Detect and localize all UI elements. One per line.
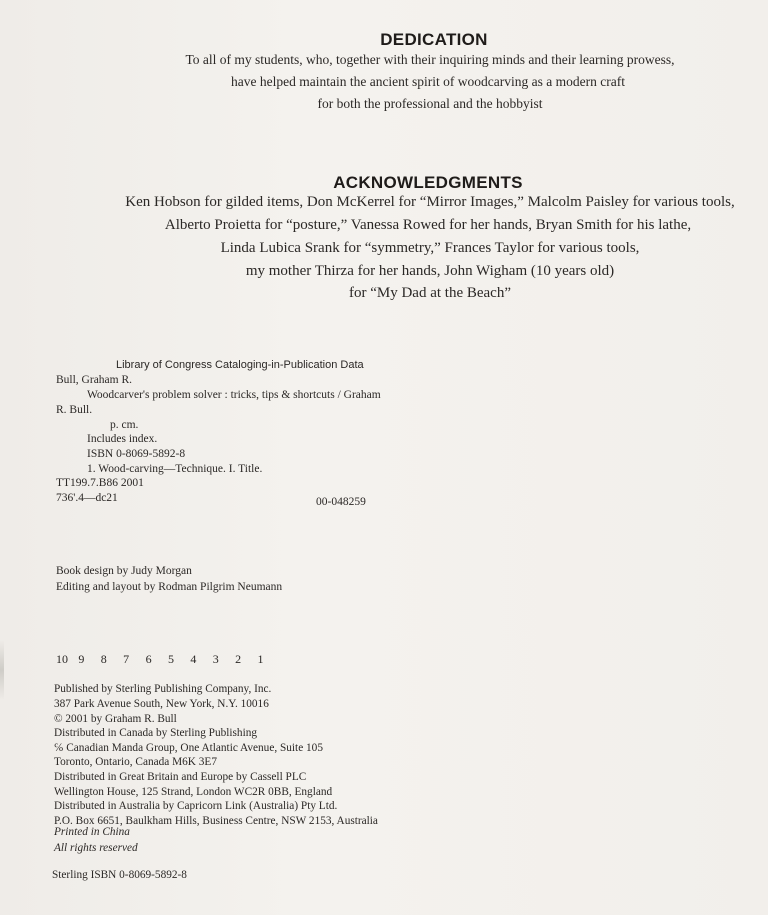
printing-number: 4 <box>190 652 197 666</box>
printing-number: 3 <box>212 652 219 666</box>
publisher-line-8: Wellington House, 125 Strand, London WC2R 0BB, England <box>54 786 333 798</box>
cip-dewey: 736'.4—dc21 <box>56 492 118 504</box>
publisher-line-10: P.O. Box 6651, Baulkham Hills, Business Centre, NSW 2153, Australia <box>54 815 378 827</box>
publisher-line-3: © 2001 by Graham R. Bull <box>54 713 177 725</box>
cip-author: Bull, Graham R. <box>56 374 133 386</box>
cip-index: Includes index. <box>87 433 158 445</box>
acknowledgments-line-2: Alberto Proietta for “posture,” Vanessa Rowed for her hands, Bryan Smith for his lathe, <box>164 217 692 233</box>
publisher-line-9: Distributed in Australia by Capricorn Link (Australia) Pty Ltd. <box>54 800 338 812</box>
dedication-line-3: for both the professional and the hobbyist <box>317 96 543 111</box>
cip-title-line-1: Woodcarver's problem solver : tricks, tips & shortcuts / Graham <box>87 389 381 401</box>
printing-number: 6 <box>145 652 152 666</box>
editing-credit: Editing and layout by Rodman Pilgrim Neumann <box>56 581 283 593</box>
cip-isbn: ISBN 0-8069-5892-8 <box>87 448 186 460</box>
acknowledgments-line-4: my mother Thirza for her hands, John Wigham (10 years old) <box>245 263 615 279</box>
cip-pages: p. cm. <box>110 419 139 431</box>
cip-call-number: TT199.7.B86 2001 <box>56 477 144 489</box>
printing-number: 10 <box>56 652 68 666</box>
cip-title: Library of Congress Cataloging-in-Publication Data <box>116 359 364 371</box>
page-fold-shadow <box>0 640 4 700</box>
acknowledgments-line-3: Linda Lubica Srank for “symmetry,” Frances Taylor for various tools, <box>220 240 640 256</box>
publisher-line-2: 387 Park Avenue South, New York, N.Y. 10016 <box>54 698 269 710</box>
dedication-heading: DEDICATION <box>380 30 488 49</box>
printed-in: Printed in China <box>54 826 130 838</box>
printing-number: 2 <box>235 652 242 666</box>
printing-number: 7 <box>123 652 130 666</box>
publisher-line-7: Distributed in Great Britain and Europe by Cassell PLC <box>54 771 307 783</box>
printing-number: 9 <box>78 652 85 666</box>
acknowledgments-heading: ACKNOWLEDGMENTS <box>333 173 523 192</box>
cip-title-line-2: R. Bull. <box>56 404 93 416</box>
printing-number: 1 <box>257 652 264 666</box>
acknowledgments-line-1: Ken Hobson for gilded items, Don McKerrel for “Mirror Images,” Malcolm Paisley for various tools, <box>125 194 735 210</box>
acknowledgments-line-5: for “My Dad at the Beach” <box>348 285 511 301</box>
printing-number: 8 <box>100 652 107 666</box>
sterling-isbn: Sterling ISBN 0-8069-5892-8 <box>52 869 187 881</box>
cip-subject: 1. Wood-carving—Technique. I. Title. <box>87 463 263 475</box>
dedication-line-1: To all of my students, who, together with their inquiring minds and their learning prowess, <box>185 52 675 67</box>
printing-numbers <box>56 652 280 667</box>
publisher-line-5: ℅ Canadian Manda Group, One Atlantic Avenue, Suite 105 <box>54 742 323 754</box>
printing-number: 5 <box>167 652 174 666</box>
publisher-line-6: Toronto, Ontario, Canada M6K 3E7 <box>54 756 217 768</box>
publisher-line-4: Distributed in Canada by Sterling Publishing <box>54 727 258 739</box>
rights-reserved: All rights reserved <box>54 842 138 854</box>
cip-lccn: 00-048259 <box>316 496 366 508</box>
publisher-line-1: Published by Sterling Publishing Company, Inc. <box>54 683 272 695</box>
design-credit: Book design by Judy Morgan <box>56 565 192 577</box>
dedication-line-2: have helped maintain the ancient spirit of woodcarving as a modern craft <box>231 74 625 89</box>
